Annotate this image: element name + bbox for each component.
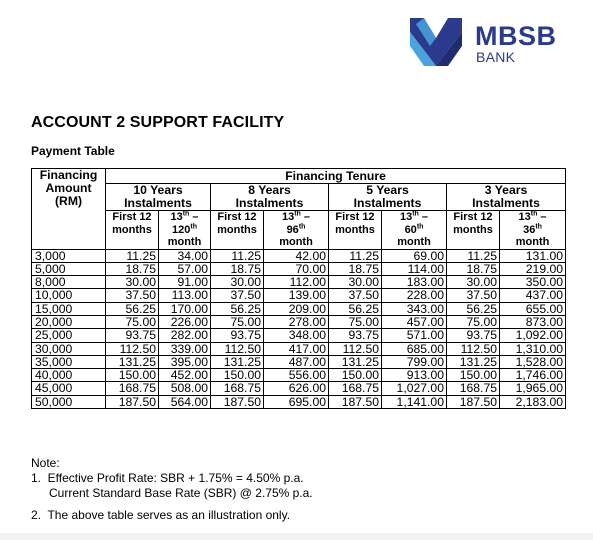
sub-header-line: months [453,223,493,236]
instalment-cell: 37.50 [329,289,382,302]
table-row [32,342,566,355]
table-row [32,355,566,368]
remaining-months-header [264,211,329,250]
instalment-cell: 626.00 [264,382,329,395]
instalment-cell: 278.00 [264,315,329,328]
first-12-months-header [447,211,500,250]
instalment-cell: 30.00 [211,276,264,289]
instalment-cell: 187.50 [329,395,382,408]
sub-header-text: 60 [404,223,417,236]
instalment-cell: 913.00 [382,369,447,382]
sub-header-text: 13 [281,211,295,223]
instalment-cell: 37.50 [106,289,159,302]
financing-amount-cell: 3,000 [32,249,106,262]
instalment-cell: 170.00 [159,302,211,315]
table-row [32,329,566,342]
ordinal-suffix: th [298,222,306,230]
instalment-cell: 113.00 [159,289,211,302]
sub-header-text: 13 [518,211,531,223]
instalment-cell: 91.00 [159,276,211,289]
instalment-cell: 56.25 [329,302,382,315]
instalment-cell: 131.25 [211,355,264,368]
instalment-cell: 219.00 [500,262,566,275]
sub-header-text: 13 [170,211,183,223]
notes-section [31,456,313,501]
table-row [32,249,566,262]
instalment-cell: 37.50 [211,289,264,302]
instalment-cell: 1,027.00 [382,382,447,395]
ordinal-suffix: th [182,210,190,218]
tenure-group-header [447,184,566,211]
instalment-cell: 183.00 [382,276,447,289]
ordinal-suffix: th [412,210,419,218]
instalment-cell: 56.25 [211,302,264,315]
instalment-cell: 395.00 [159,355,211,368]
instalment-cell: 93.75 [211,329,264,342]
instalment-cell: 93.75 [447,329,500,342]
instalment-cell: 695.00 [264,395,329,408]
table-row [32,382,566,395]
instalment-cell: 348.00 [264,329,329,342]
instalment-cell: 70.00 [264,262,329,275]
instalment-cell: 457.00 [382,315,447,328]
instalment-cell: 150.00 [211,369,264,382]
mbsb-bank-logo [408,16,578,72]
instalment-cell: 150.00 [447,369,500,382]
remaining-months-header [382,211,447,250]
financing-amount-cell: 45,000 [32,382,106,395]
sub-header-text: – [300,211,311,223]
instalment-cell: 34.00 [159,249,211,262]
instalment-cell: 226.00 [159,315,211,328]
financing-amount-cell: 10,000 [32,289,106,302]
financing-amount-header [32,169,106,250]
sub-header-text: – [189,211,199,223]
tenure-group-header [106,184,211,211]
table-row [32,395,566,408]
amount-header-line-2: Amount [45,181,92,195]
tenure-years: 8 Years [248,183,291,197]
instalment-cell: 187.50 [447,395,500,408]
instalment-cell: 75.00 [106,315,159,328]
logo-subtitle: BANK [476,49,516,65]
instalment-cell: 209.00 [264,302,329,315]
instalment-cell: 437.00 [500,289,566,302]
instalment-cell: 11.25 [106,249,159,262]
instalment-cell: 168.75 [447,382,500,395]
instalment-cell: 508.00 [159,382,211,395]
tenure-label: Instalments [353,196,422,210]
instalment-cell: 112.50 [447,342,500,355]
instalment-cell: 69.00 [382,249,447,262]
sub-header-text: – [418,211,429,223]
tenure-group-header [211,184,329,211]
instalment-cell: 57.00 [159,262,211,275]
mbsb-logo-icon [408,16,464,68]
sub-header-text: 36 [523,223,536,236]
ordinal-suffix: th [190,222,197,230]
instalment-cell: 56.25 [106,302,159,315]
instalment-cell: 1,746.00 [500,369,566,382]
instalment-cell: 131.25 [447,355,500,368]
table-row [32,276,566,289]
financing-amount-cell: 35,000 [32,355,106,368]
sub-header-line: First 12 [217,211,257,223]
first-12-months-header [211,211,264,250]
instalment-cell: 18.75 [329,262,382,275]
sub-header-line: First 12 [112,211,152,223]
instalment-cell: 75.00 [447,315,500,328]
sub-header-text: 120 [172,223,191,236]
instalment-cell: 1,965.00 [500,382,566,395]
instalment-cell: 131.25 [329,355,382,368]
instalment-cell: 112.50 [211,342,264,355]
instalment-cell: 487.00 [264,355,329,368]
financing-amount-cell: 40,000 [32,369,106,382]
note-1-line-2: Current Standard Base Rate (SBR) @ 2.75% p.a. [49,486,313,500]
sub-header-line: months [335,223,375,236]
instalment-cell: 187.50 [106,395,159,408]
table-title: Payment Table [31,144,115,158]
instalment-cell: 11.25 [329,249,382,262]
instalment-cell: 339.00 [159,342,211,355]
ordinal-suffix: th [294,210,301,218]
instalment-cell: 75.00 [211,315,264,328]
note-1-line-1: 1. Effective Profit Rate: SBR + 1.75% = 4.50% p.a. [31,471,304,485]
instalment-cell: 18.75 [106,262,159,275]
instalment-cell: 685.00 [382,342,447,355]
sub-header-line: months [112,223,152,236]
ordinal-suffix: th [535,222,542,230]
instalment-cell: 37.50 [447,289,500,302]
instalment-cell: 655.00 [500,302,566,315]
instalment-cell: 56.25 [447,302,500,315]
instalment-cell: 30.00 [329,276,382,289]
sub-header-text: month [515,236,550,248]
instalment-cell: 187.50 [211,395,264,408]
ordinal-suffix: th [416,222,424,230]
instalment-cell: 168.75 [106,382,159,395]
instalment-cell: 150.00 [329,369,382,382]
instalment-cell: 131.25 [106,355,159,368]
instalment-cell: 11.25 [447,249,500,262]
instalment-cell: 93.75 [329,329,382,342]
table-row [32,302,566,315]
sub-header-line: First 12 [453,211,493,223]
tenure-label: Instalments [235,196,304,210]
ordinal-suffix: th [530,210,538,218]
instalment-cell: 343.00 [382,302,447,315]
sub-header-text: 13 [399,211,413,223]
instalment-cell: 168.75 [211,382,264,395]
payment-table [31,168,566,409]
instalment-cell: 112.00 [264,276,329,289]
instalment-cell: 131.00 [500,249,566,262]
instalment-cell: 556.00 [264,369,329,382]
instalment-cell: 1,310.00 [500,342,566,355]
page-bottom-band [0,533,593,540]
financing-amount-cell: 15,000 [32,302,106,315]
instalment-cell: 75.00 [329,315,382,328]
instalment-cell: 112.50 [106,342,159,355]
first-12-months-header [329,211,382,250]
table-row [32,262,566,275]
sub-header-text: month [397,236,431,248]
table-row [32,315,566,328]
table-row [32,369,566,382]
sub-header-text: month [279,236,313,248]
instalment-cell: 1,528.00 [500,355,566,368]
instalment-cell: 93.75 [106,329,159,342]
financing-tenure-header: Financing Tenure [106,169,566,184]
sub-header-line: months [217,223,257,236]
tenure-years: 3 Years [484,183,528,197]
instalment-cell: 873.00 [500,315,566,328]
instalment-cell: 1,141.00 [382,395,447,408]
sub-header-text: – [537,211,547,223]
sub-header-text: month [167,236,202,248]
amount-header-line-1: Financing [39,168,98,182]
tenure-years: 10 Years [133,183,183,197]
tenure-years: 5 Years [366,183,409,197]
tenure-label: Instalments [472,196,540,210]
instalment-cell: 564.00 [159,395,211,408]
instalment-cell: 139.00 [264,289,329,302]
instalment-cell: 282.00 [159,329,211,342]
instalment-cell: 114.00 [382,262,447,275]
instalment-cell: 2,183.00 [500,395,566,408]
sub-header-text: 96 [286,223,299,236]
financing-amount-cell: 25,000 [32,329,106,342]
first-12-months-header [106,211,159,250]
financing-amount-cell: 50,000 [32,395,106,408]
tenure-label: Instalments [124,196,192,210]
instalment-cell: 11.25 [211,249,264,262]
remaining-months-header [500,211,566,250]
instalment-cell: 168.75 [329,382,382,395]
tenure-group-header [329,184,447,211]
instalment-cell: 42.00 [264,249,329,262]
sub-header-line: First 12 [335,211,375,223]
instalment-cell: 18.75 [211,262,264,275]
instalment-cell: 350.00 [500,276,566,289]
financing-amount-cell: 5,000 [32,262,106,275]
financing-amount-cell: 30,000 [32,342,106,355]
table-row [32,289,566,302]
notes-heading: Note: [31,456,60,470]
instalment-cell: 452.00 [159,369,211,382]
instalment-cell: 30.00 [106,276,159,289]
remaining-months-header [159,211,211,250]
instalment-cell: 417.00 [264,342,329,355]
financing-amount-cell: 20,000 [32,315,106,328]
instalment-cell: 571.00 [382,329,447,342]
instalment-cell: 799.00 [382,355,447,368]
instalment-cell: 150.00 [106,369,159,382]
instalment-cell: 18.75 [447,262,500,275]
page-title: ACCOUNT 2 SUPPORT FACILITY [31,114,285,131]
amount-header-line-3: (RM) [54,194,83,208]
financing-amount-cell: 8,000 [32,276,106,289]
instalment-cell: 30.00 [447,276,500,289]
logo-name: MBSB [475,21,557,51]
instalment-cell: 1,092.00 [500,329,566,342]
note-2: 2. The above table serves as an illustration only. [31,508,291,522]
instalment-cell: 228.00 [382,289,447,302]
instalment-cell: 112.50 [329,342,382,355]
